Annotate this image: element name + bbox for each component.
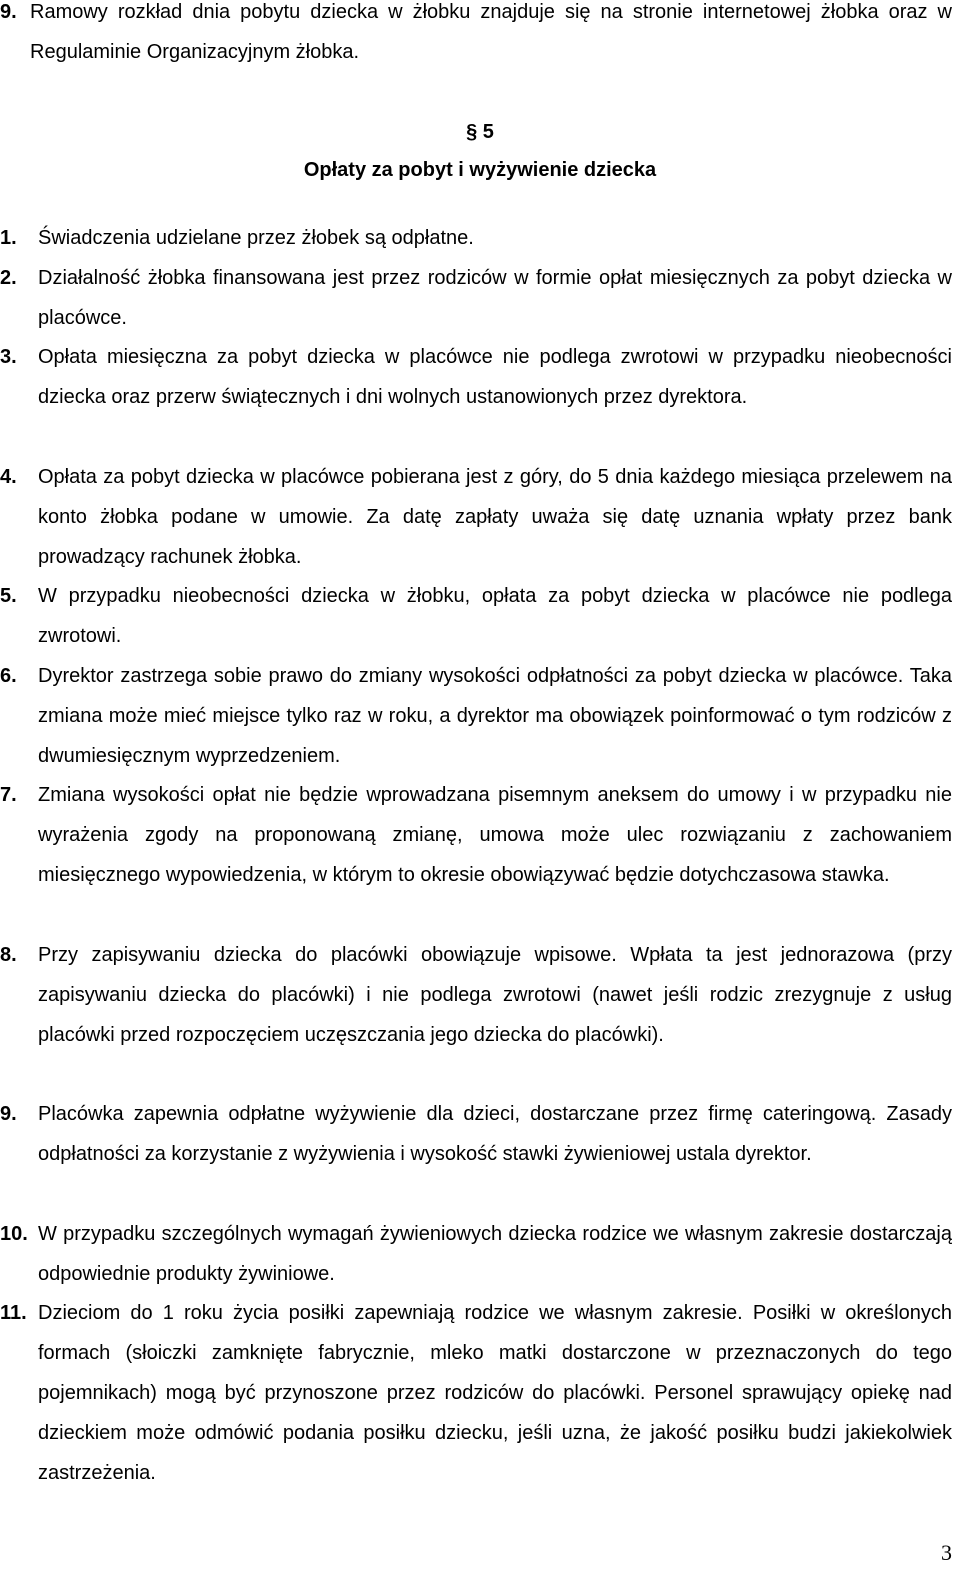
page-number: 3 (941, 1540, 952, 1565)
list-item (0, 775, 952, 895)
intro-number: 9. (0, 1, 17, 23)
list-item (0, 457, 952, 577)
list-item-number: 5. (0, 585, 17, 607)
list-item-number: 10. (0, 1223, 28, 1245)
list-item-text: Opłata miesięczna za pobyt dziecka w placówce nie podlega zwrotowi w przypadku nieobecności dziecka oraz przerw świątecznych i dni wolnych ustanowionych przez dyrektora. (38, 346, 952, 408)
list-item-number: 4. (0, 466, 17, 488)
list-item-number: 7. (0, 784, 17, 806)
list-item (0, 935, 952, 1055)
list-item-text: W przypadku nieobecności dziecka w żłobku, opłata za pobyt dziecka w placówce nie podlega zwrotowi. (38, 585, 952, 647)
list-item (0, 656, 952, 776)
list-item-number: 6. (0, 665, 17, 687)
section-title: Opłaty za pobyt i wyżywienie dziecka (303, 159, 657, 181)
list-item (0, 1214, 952, 1294)
list-item-text: Przy zapisywaniu dziecka do placówki obowiązuje wpisowe. Wpłata ta jest jednorazowa (przy zapisywaniu dziecka do placówki) i nie podlega zwrotowi (nawet jeśli rodzic zrezygnuje z usług placówki przed rozpoczęciem uczęszczania jego dziecka do placówki). (38, 944, 952, 1046)
list-item-number: 2. (0, 267, 17, 289)
list-item-text: Zmiana wysokości opłat nie będzie wprowadzana pisemnym aneksem do umowy i w przypadku nie wyrażenia zgody na proponowaną zmianę, umowa może ulec rozwiązaniu z zachowaniem miesięcznego wypowiedzenia, w którym to okresie obowiązywać będzie dotychczasowa stawka. (38, 784, 952, 886)
list-item-text: Dyrektor zastrzega sobie prawo do zmiany wysokości odpłatności za pobyt dziecka w placówce. Taka zmiana może mieć miejsce tylko raz w roku, a dyrektor ma obowiązek poinformować o tym rodziców z dwumiesięcznym wyprzedzeniem. (38, 665, 952, 767)
intro-paragraph (0, 0, 952, 72)
list-item-text: Placówka zapewnia odpłatne wyżywienie dla dzieci, dostarczane przez firmę cateringową. Zasady odpłatności za korzystanie z wyżywienia i wysokość stawki żywieniowej ustala dyrektor. (38, 1103, 952, 1165)
list-item-text: Opłata za pobyt dziecka w placówce pobierana jest z góry, do 5 dnia każdego miesiąca przelewem na konto żłobka podane w umowie. Za datę zapłaty uważa się datę uznania wpłaty przez bank prowadzący rachunek żłobka. (38, 466, 952, 568)
list-item (0, 1293, 952, 1493)
list-item (0, 576, 952, 656)
list-item-number: 3. (0, 346, 17, 368)
list-item (0, 218, 952, 258)
list-item-text: W przypadku szczególnych wymagań żywieniowych dziecka rodzice we własnym zakresie dostarczają odpowiednie produkty żywiniowe. (38, 1223, 952, 1285)
list-item-number: 1. (0, 227, 17, 249)
list-item-text: Dzieciom do 1 roku życia posiłki zapewniają rodzice we własnym zakresie. Posiłki w określonych formach (słoiczki zamknięte fabrycznie, mleko matki dostarczone w przeznaczonych do tego pojemnikach) mogą być przynoszone przez rodziców do placówki. Personel sprawujący opiekę nad dzieckiem może odmówić podania posiłku dziecku, jeśli uzna, że jakość posiłku budzi jakiekolwiek zastrzeżenia. (38, 1302, 952, 1484)
list-item (0, 258, 952, 338)
list-item-text: Świadczenia udzielane przez żłobek są odpłatne. (38, 227, 474, 249)
intro-text: Ramowy rozkład dnia pobytu dziecka w żłobku znajduje się na stronie internetowej żłobka oraz w Regulaminie Organizacyjnym żłobka. (30, 1, 952, 63)
list-item-number: 11. (0, 1302, 27, 1324)
list-item-number: 8. (0, 944, 17, 966)
list-item (0, 1094, 952, 1174)
section-number: § 5 (466, 121, 494, 143)
list-item-text: Działalność żłobka finansowana jest przez rodziców w formie opłat miesięcznych za pobyt dziecka w placówce. (38, 267, 952, 329)
list-item (0, 337, 952, 417)
list-item-number: 9. (0, 1103, 17, 1125)
